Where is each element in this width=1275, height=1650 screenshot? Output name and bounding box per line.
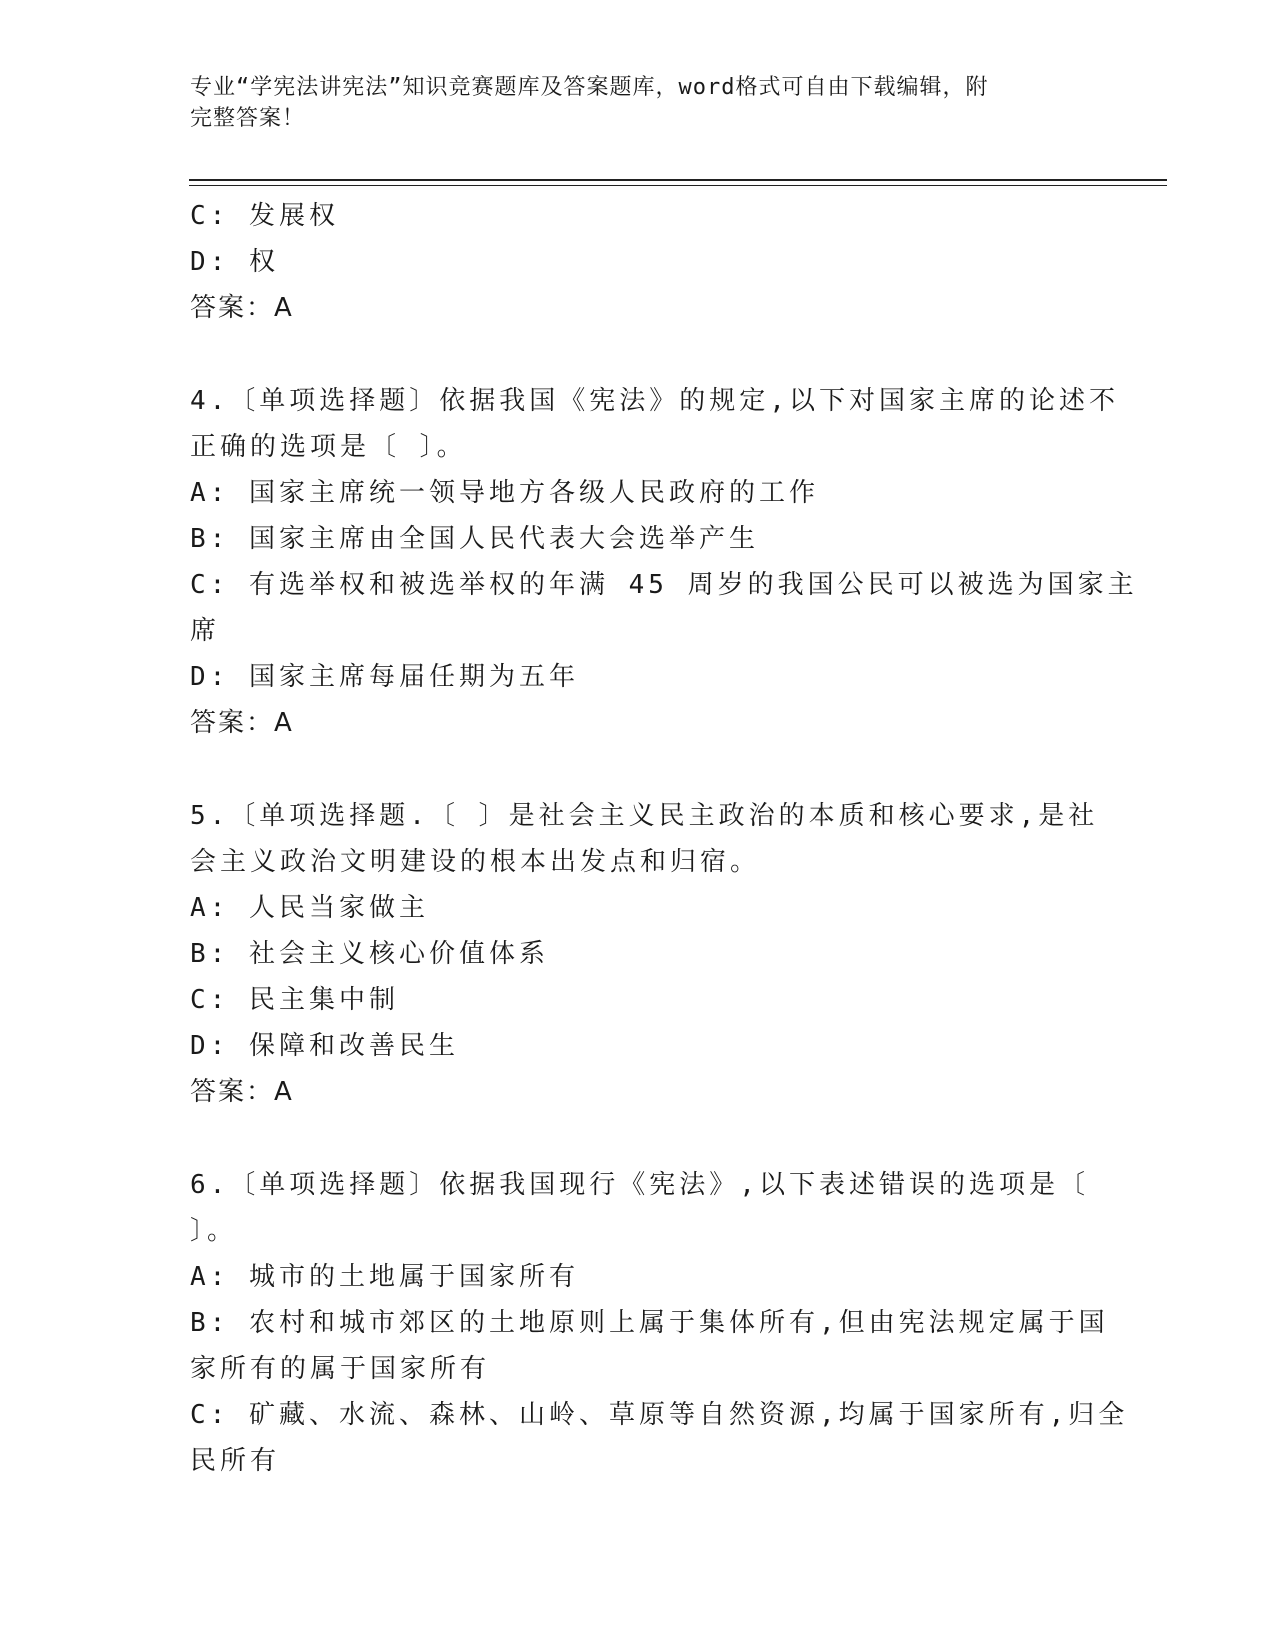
option-c-cont: 民所有: [190, 1446, 281, 1476]
option-c: C: 民主集中制: [190, 985, 399, 1015]
header-divider-thin: [189, 185, 1167, 186]
document-header: [190, 72, 1090, 134]
question-4: [190, 378, 1138, 746]
option-c-cont: 席: [190, 616, 221, 646]
document-body: [190, 193, 1138, 1484]
answer: 答案：A: [190, 1077, 294, 1107]
option-a: A: 国家主席统一领导地方各级人民政府的工作: [190, 478, 819, 508]
header-line-2: 完整答案！: [190, 106, 306, 131]
option-b: B: 社会主义核心价值体系: [190, 939, 549, 969]
question-5: [190, 793, 1099, 1115]
option-c: C: 矿藏、水流、森林、山岭、草原等自然资源,均属于国家所有,归全: [190, 1400, 1129, 1430]
option-b: B: 国家主席由全国人民代表大会选举产生: [190, 524, 759, 554]
header-divider: [189, 179, 1167, 181]
question-stem-cont: 〕。: [190, 1216, 238, 1246]
header-line-1: 专业“学宪法讲宪法”知识竞赛题库及答案题库，word格式可自由下载编辑，附: [190, 75, 989, 100]
question-stem-cont: 会主义政治文明建设的根本出发点和归宿。: [190, 847, 761, 877]
option-b-cont: 家所有的属于国家所有: [190, 1354, 491, 1384]
answer: 答案：A: [190, 293, 294, 323]
question-6: [190, 1162, 1129, 1484]
question-stem-cont: 正确的选项是〔 〕。: [190, 432, 467, 462]
option-b: B: 农村和城市郊区的土地原则上属于集体所有,但由宪法规定属于国: [190, 1308, 1109, 1338]
option-c: C: 发展权: [190, 201, 339, 231]
option-d: D: 国家主席每届任期为五年: [190, 662, 579, 692]
option-d: D: 保障和改善民生: [190, 1031, 459, 1061]
option-c: C: 有选举权和被选举权的年满 45 周岁的我国公民可以被选为国家主: [190, 570, 1138, 600]
question-stem: 6.〔单项选择题〕依据我国现行《宪法》,以下表述错误的选项是〔: [190, 1170, 1089, 1200]
answer: 答案：A: [190, 708, 294, 738]
question-stem: 4.〔单项选择题〕依据我国《宪法》的规定,以下对国家主席的论述不: [190, 386, 1119, 416]
option-d: D: 权: [190, 247, 279, 277]
question-stem: 5.〔单项选择题.〔 〕是社会主义民主政治的本质和核心要求,是社: [190, 801, 1099, 831]
option-a: A: 人民当家做主: [190, 893, 429, 923]
option-a: A: 城市的土地属于国家所有: [190, 1262, 579, 1292]
